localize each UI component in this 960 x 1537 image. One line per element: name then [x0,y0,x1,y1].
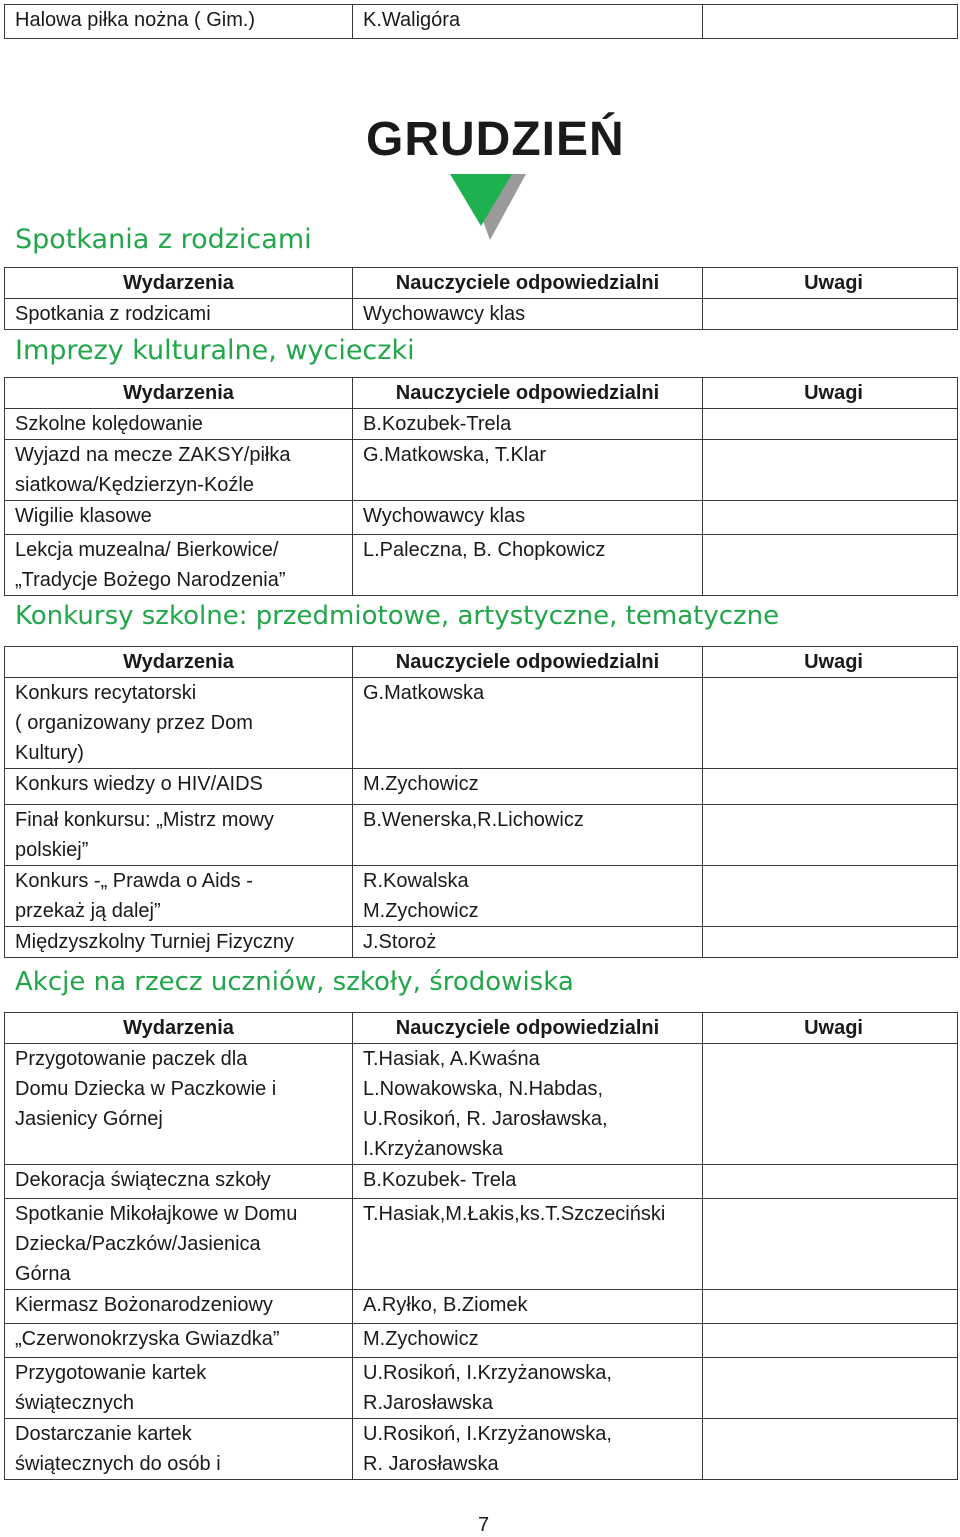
event-cell: Dostarczanie kartek świątecznych do osób i [5,1419,353,1480]
teacher-cell: M.Zychowicz [353,769,703,805]
notes-cell [703,1165,958,1199]
table-row [5,1358,958,1419]
notes-cell [703,805,958,866]
teacher-cell: Wychowawcy klas [353,299,703,330]
teacher-cell: B.Wenerska,R.Lichowicz [353,805,703,866]
notes-cell [703,5,958,39]
table-row [5,440,958,501]
event-cell: Spotkanie Mikołajkowe w Domu Dziecka/Paczków/Jasienica Górna [5,1199,353,1290]
notes-cell [703,501,958,535]
section-title-meetings: Spotkania z rodzicami [15,224,312,255]
event-cell: Przygotowanie paczek dla Domu Dziecka w Paczkowie i Jasienicy Górnej [5,1044,353,1165]
notes-cell [703,1324,958,1358]
event-cell: Konkurs -„ Prawda o Aids - przekaż ją dalej” [5,866,353,927]
teacher-cell: B.Kozubek- Trela [353,1165,703,1199]
header-notes: Uwagi [703,378,958,409]
teacher-cell: G.Matkowska [353,678,703,769]
top-continuation-table [4,4,958,39]
table-row [5,299,958,330]
notes-cell [703,678,958,769]
teacher-cell: G.Matkowska, T.Klar [353,440,703,501]
header-notes: Uwagi [703,647,958,678]
header-row [5,647,958,678]
teacher-cell: B.Kozubek-Trela [353,409,703,440]
header-event: Wydarzenia [5,1013,353,1044]
header-event: Wydarzenia [5,378,353,409]
meetings-table [4,267,958,330]
teacher-cell: U.Rosikoń, I.Krzyżanowska, R. Jarosławska [353,1419,703,1480]
teacher-cell: T.Hasiak,M.Łakis,ks.T.Szczeciński [353,1199,703,1290]
header-notes: Uwagi [703,268,958,299]
header-teacher: Nauczyciele odpowiedzialni [353,647,703,678]
event-cell: Międzyszkolny Turniej Fizyczny [5,927,353,958]
header-row [5,378,958,409]
teacher-cell: J.Storoż [353,927,703,958]
table-row [5,5,958,39]
month-title: GRUDZIEŃ [366,113,625,166]
table-row [5,769,958,805]
table-row [5,805,958,866]
notes-cell [703,1358,958,1419]
header-event: Wydarzenia [5,268,353,299]
culture-table [4,377,958,596]
actions-table [4,1012,958,1480]
header-teacher: Nauczyciele odpowiedzialni [353,268,703,299]
event-cell: Spotkania z rodzicami [5,299,353,330]
teacher-cell: U.Rosikoń, I.Krzyżanowska, R.Jarosławska [353,1358,703,1419]
section-title-culture: Imprezy kulturalne, wycieczki [15,335,415,366]
event-cell: Halowa piłka nożna ( Gim.) [5,5,353,39]
event-cell: „Czerwonokrzyska Gwiazdka” [5,1324,353,1358]
table-row [5,501,958,535]
teacher-cell: A.Ryłko, B.Ziomek [353,1290,703,1324]
notes-cell [703,535,958,596]
page-number: 7 [478,1514,490,1536]
table-row [5,1290,958,1324]
section-title-actions: Akcje na rzecz uczniów, szkoły, środowiska [15,967,574,997]
event-cell: Konkurs recytatorski ( organizowany przez Dom Kultury) [5,678,353,769]
teacher-cell: T.Hasiak, A.Kwaśna L.Nowakowska, N.Habdas, U.Rosikoń, R. Jarosławska, I.Krzyżanowska [353,1044,703,1165]
event-cell: Kiermasz Bożonarodzeniowy [5,1290,353,1324]
header-teacher: Nauczyciele odpowiedzialni [353,378,703,409]
table-row [5,678,958,769]
event-cell: Wigilie klasowe [5,501,353,535]
event-cell: Przygotowanie kartek świątecznych [5,1358,353,1419]
teacher-cell: L.Paleczna, B. Chopkowicz [353,535,703,596]
table-row [5,535,958,596]
event-cell: Finał konkursu: „Mistrz mowy polskiej” [5,805,353,866]
event-cell: Konkurs wiedzy o HIV/AIDS [5,769,353,805]
header-row [5,1013,958,1044]
table-row [5,409,958,440]
table-row [5,1419,958,1480]
table-row [5,927,958,958]
event-cell: Dekoracja świąteczna szkoły [5,1165,353,1199]
header-row [5,268,958,299]
notes-cell [703,1044,958,1165]
competitions-table [4,646,958,958]
header-notes: Uwagi [703,1013,958,1044]
event-cell: Lekcja muzealna/ Bierkowice/ „Tradycje Bożego Narodzenia” [5,535,353,596]
table-row [5,1324,958,1358]
notes-cell [703,440,958,501]
notes-cell [703,927,958,958]
notes-cell [703,769,958,805]
notes-cell [703,1419,958,1480]
teacher-cell: R.Kowalska M.Zychowicz [353,866,703,927]
notes-cell [703,409,958,440]
teacher-cell: K.Waligóra [353,5,703,39]
notes-cell [703,299,958,330]
teacher-cell: M.Zychowicz [353,1324,703,1358]
section-title-competitions: Konkursy szkolne: przedmiotowe, artystyczne, tematyczne [15,601,780,631]
notes-cell [703,1290,958,1324]
header-event: Wydarzenia [5,647,353,678]
notes-cell [703,1199,958,1290]
header-teacher: Nauczyciele odpowiedzialni [353,1013,703,1044]
table-row [5,1199,958,1290]
table-row [5,866,958,927]
teacher-cell: Wychowawcy klas [353,501,703,535]
notes-cell [703,866,958,927]
event-cell: Wyjazd na mecze ZAKSY/piłka siatkowa/Kędzierzyn-Koźle [5,440,353,501]
table-row [5,1044,958,1165]
event-cell: Szkolne kolędowanie [5,409,353,440]
green-chevron-down-icon [446,172,528,242]
table-row [5,1165,958,1199]
